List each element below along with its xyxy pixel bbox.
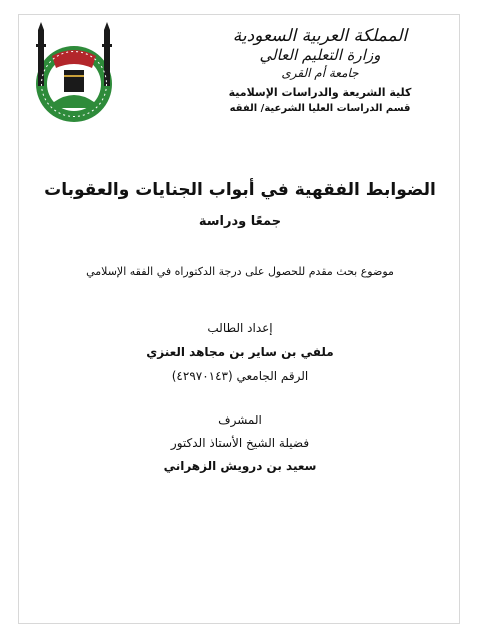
student-name: ملفي بن ساير بن مجاهد العنزي <box>146 345 334 359</box>
prepared-by-label: إعداد الطالب <box>207 321 273 335</box>
kingdom-name: المملكة العربية السعودية <box>232 26 408 46</box>
supervisor-name: سعيد بن درويش الزهراني <box>163 459 317 473</box>
thesis-subtitle: جمعًا ودراسة <box>198 214 282 229</box>
ministry-name: وزارة التعليم العالي <box>259 46 381 64</box>
student-id: الرقم الجامعي (٤٢٩٧٠١٤٣) <box>171 369 309 383</box>
thesis-title: الضوابط الفقهية في أبواب الجنايات والعقوبات <box>44 180 436 200</box>
header-block <box>200 26 440 117</box>
university-name: جامعة أم القرى <box>281 66 359 80</box>
thesis-purpose: موضوع بحث مقدم للحصول على درجة الدكتوراه في الفقه الإسلامي <box>86 265 394 278</box>
supervisor-label: المشرف <box>218 413 262 427</box>
faculty-name: كلية الشريعة والدراسات الإسلامية <box>228 86 412 99</box>
supervisor-title: فضيلة الشيخ الأستاذ الدكتور <box>170 436 310 450</box>
department-name: قسم الدراسات العليا الشرعية/ الفقه <box>229 103 411 114</box>
university-crest-icon <box>30 22 118 126</box>
